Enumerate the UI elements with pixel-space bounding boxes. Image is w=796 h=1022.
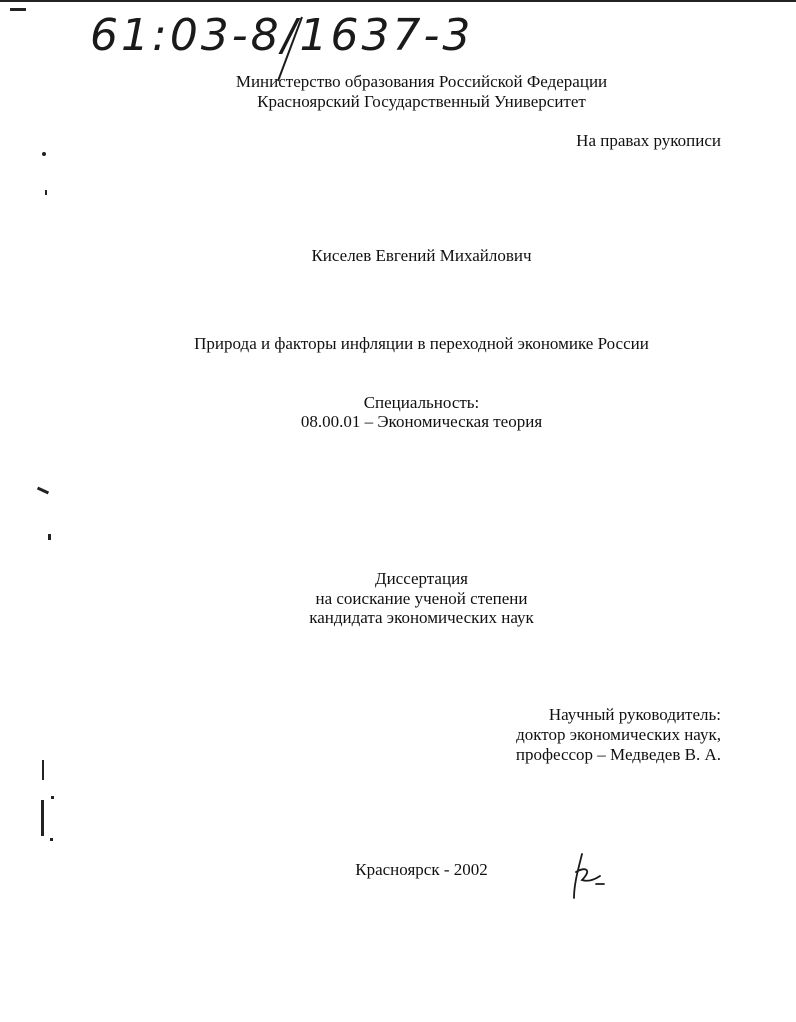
manuscript-rights-note: На правах рукописи <box>576 131 721 150</box>
dissertation-type: Диссертация <box>374 569 468 588</box>
specialty-label: Специальность: <box>363 393 480 412</box>
scan-corner-mark <box>10 8 26 11</box>
handwritten-catalog-number: 61:03-8/1637-3 <box>90 10 474 61</box>
scan-dust-mark <box>48 534 51 540</box>
specialty-value: 08.00.01 – Экономическая теория <box>300 412 543 431</box>
scan-binding-line <box>41 800 44 836</box>
scan-dust-mark <box>51 796 54 799</box>
scan-dust-mark <box>50 838 53 841</box>
supervisor-label: Научный руководитель: <box>548 705 721 724</box>
scan-dust-mark <box>45 190 47 195</box>
handwritten-signature <box>560 850 620 905</box>
supervisor-name: профессор – Медведев В. А. <box>515 745 721 764</box>
dissertation-title: Природа и факторы инфляции в переходной экономике России <box>194 334 649 353</box>
degree-name: кандидата экономических наук <box>309 608 534 627</box>
scan-dust-mark <box>37 487 49 495</box>
ministry-heading: Министерство образования Российской Федерации <box>235 72 608 91</box>
scan-binding-line <box>42 760 44 780</box>
author-name: Киселев Евгений Михайлович <box>311 246 532 265</box>
university-heading: Красноярский Государственный Университет <box>257 92 586 111</box>
scan-top-border <box>0 0 796 9</box>
scan-dust-mark <box>42 152 46 156</box>
city-year-footer: Красноярск - 2002 <box>355 860 488 879</box>
supervisor-degree: доктор экономических наук, <box>516 725 721 744</box>
degree-line: на соискание ученой степени <box>315 589 528 608</box>
